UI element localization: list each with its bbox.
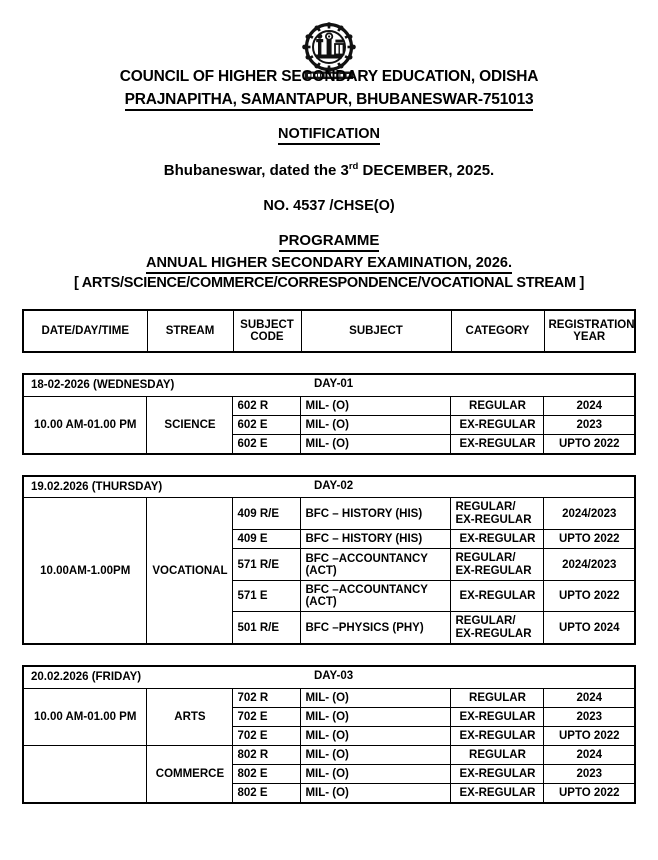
cell-category: REGULAR (451, 745, 544, 764)
table-header-row (23, 310, 635, 352)
cell-category-line1: REGULAR/ (455, 615, 516, 627)
cell-subject: BFC –ACCOUNTANCY (ACT) (301, 549, 451, 581)
cell-registration-year: 2024 (544, 396, 635, 415)
cell-subject-code: 409 R/E (233, 498, 301, 530)
programme-heading (0, 232, 658, 249)
day-banner-row (23, 374, 635, 396)
schedule-column-header (22, 309, 636, 353)
cell-registration-year: 2023 (544, 764, 635, 783)
cell-stream: VOCATIONAL (147, 498, 233, 645)
cell-registration-year: UPTO 2024 (544, 612, 635, 645)
cell-subject: MIL- (O) (301, 415, 451, 434)
cell-category: EX-REGULAR (451, 415, 544, 434)
cell-subject: MIL- (O) (301, 688, 451, 707)
cell-subject-code: 802 R (233, 745, 301, 764)
cell-category: EX-REGULAR (451, 726, 544, 745)
cell-time: 10.00 AM-01.00 PM (23, 396, 147, 454)
table-row (23, 745, 635, 764)
cell-category: EX-REGULAR (451, 581, 544, 612)
cell-category (451, 612, 544, 645)
organisation-name: COUNCIL OF HIGHER SECONDARY EDUCATION, ODISHA (119, 68, 539, 85)
cell-subject-code: 602 R (233, 396, 301, 415)
day-table-1 (22, 373, 636, 455)
cell-category: REGULAR (451, 688, 544, 707)
cell-subject-code: 802 E (233, 764, 301, 783)
day-date-text: 20.02.2026 (FRIDAY) (30, 671, 142, 684)
cell-subject: BFC – HISTORY (HIS) (301, 498, 451, 530)
table-row (23, 396, 635, 415)
exam-title-text: ANNUAL HIGHER SECONDARY EXAMINATION, 2026. (146, 255, 512, 274)
cell-subject-code: 501 R/E (233, 612, 301, 645)
col-header-subject-code (233, 310, 301, 352)
day-banner-cell (23, 666, 635, 688)
notification-heading (0, 126, 658, 142)
cell-subject: MIL- (O) (301, 783, 451, 803)
cell-time (23, 745, 147, 803)
cell-registration-year: 2023 (544, 707, 635, 726)
day-label: DAY-02 (313, 479, 354, 492)
cell-subject-code: 571 E (233, 581, 301, 612)
cell-category-line2: EX-REGULAR (455, 627, 532, 640)
streams-line: [ ARTS/SCIENCE/COMMERCE/CORRESPONDENCE/VOCATIONAL STREAM ] (74, 275, 584, 291)
dateline-suffix: DECEMBER, 2025. (358, 162, 495, 179)
dateline-ordinal: rd (348, 161, 359, 172)
notification-heading-text: NOTIFICATION (278, 126, 380, 145)
cell-category: EX-REGULAR (451, 530, 544, 549)
cell-category-line2: EX-REGULAR (455, 513, 532, 526)
day-table-2 (22, 475, 636, 646)
cell-subject: BFC – HISTORY (HIS) (301, 530, 451, 549)
col-header-subject-code-line1: SUBJECT (240, 318, 294, 331)
col-header-registration-line1: REGISTRATION (548, 318, 635, 331)
cell-registration-year: UPTO 2022 (544, 783, 635, 803)
cell-subject: MIL- (O) (301, 726, 451, 745)
cell-subject-code: 409 E (233, 530, 301, 549)
day-label: DAY-03 (313, 670, 354, 682)
col-header-registration-year (544, 310, 635, 352)
cell-subject: MIL- (O) (301, 745, 451, 764)
cell-category: REGULAR (451, 396, 544, 415)
cell-registration-year: 2023 (544, 415, 635, 434)
col-header-registration-line2: YEAR (573, 331, 606, 343)
cell-registration-year: 2024 (544, 688, 635, 707)
cell-category: EX-REGULAR (451, 707, 544, 726)
cell-subject-code: 802 E (233, 783, 301, 803)
cell-registration-year: UPTO 2022 (544, 581, 635, 612)
notice-number: NO. 4537 /CHSE(O) (263, 198, 395, 214)
cell-subject: MIL- (O) (301, 764, 451, 783)
col-header-stream: STREAM (147, 310, 233, 352)
cell-registration-year: 2024 (544, 745, 635, 764)
table-row (23, 688, 635, 707)
cell-category (451, 549, 544, 581)
day-banner-cell (23, 476, 635, 498)
cell-subject: MIL- (O) (301, 707, 451, 726)
cell-registration-year: UPTO 2022 (544, 726, 635, 745)
day-table-3 (22, 665, 636, 804)
day-banner-row (23, 476, 635, 498)
day-date-text: 18-02-2026 (WEDNESDAY) (30, 379, 175, 392)
exam-title (0, 255, 658, 271)
col-header-category: CATEGORY (451, 310, 544, 352)
cell-stream: SCIENCE (147, 396, 233, 454)
cell-category (451, 498, 544, 530)
cell-subject-code: 702 E (233, 707, 301, 726)
cell-subject-code: 602 E (233, 434, 301, 454)
day-date-text: 19.02.2026 (THURSDAY) (30, 480, 163, 493)
cell-time: 10.00 AM-01.00 PM (23, 688, 147, 745)
col-header-subject-code-line2: CODE (250, 331, 284, 343)
col-header-date-day-time: DATE/DAY/TIME (23, 310, 147, 352)
table-row (23, 498, 635, 530)
cell-category: EX-REGULAR (451, 434, 544, 454)
cell-category: EX-REGULAR (451, 764, 544, 783)
cell-stream: COMMERCE (147, 745, 233, 803)
cell-subject: MIL- (O) (301, 434, 451, 454)
cell-subject-code: 602 E (233, 415, 301, 434)
cell-subject-code: 702 E (233, 726, 301, 745)
cell-registration-year: UPTO 2022 (544, 434, 635, 454)
cell-category-line2: EX-REGULAR (455, 564, 532, 577)
cell-registration-year: 2024/2023 (544, 498, 635, 530)
cell-registration-year: UPTO 2022 (544, 530, 635, 549)
dateline-prefix: Bhubaneswar, dated the 3 (163, 162, 349, 179)
cell-registration-year: 2024/2023 (544, 549, 635, 581)
dateline (0, 161, 658, 179)
cell-stream: ARTS (147, 688, 233, 745)
day-banner-cell (23, 374, 635, 396)
cell-subject: MIL- (O) (301, 396, 451, 415)
cell-subject-code: 702 R (233, 688, 301, 707)
cell-subject: BFC –ACCOUNTANCY (ACT) (301, 581, 451, 612)
organisation-address-text: PRAJNAPITHA, SAMANTAPUR, BHUBANESWAR-751013 (125, 91, 534, 111)
emblem-container (0, 0, 658, 62)
cell-category-line1: REGULAR/ (455, 552, 516, 564)
cell-time: 10.00AM-1.00PM (23, 498, 147, 645)
cell-subject-code: 571 R/E (233, 549, 301, 581)
organisation-address (0, 89, 658, 110)
cell-category: EX-REGULAR (451, 783, 544, 803)
day-label: DAY-01 (313, 378, 354, 390)
programme-heading-text: PROGRAMME (279, 232, 380, 252)
cell-subject: BFC –PHYSICS (PHY) (301, 612, 451, 645)
col-header-subject: SUBJECT (301, 310, 451, 352)
day-banner-row (23, 666, 635, 688)
cell-category-line1: REGULAR/ (455, 501, 516, 513)
